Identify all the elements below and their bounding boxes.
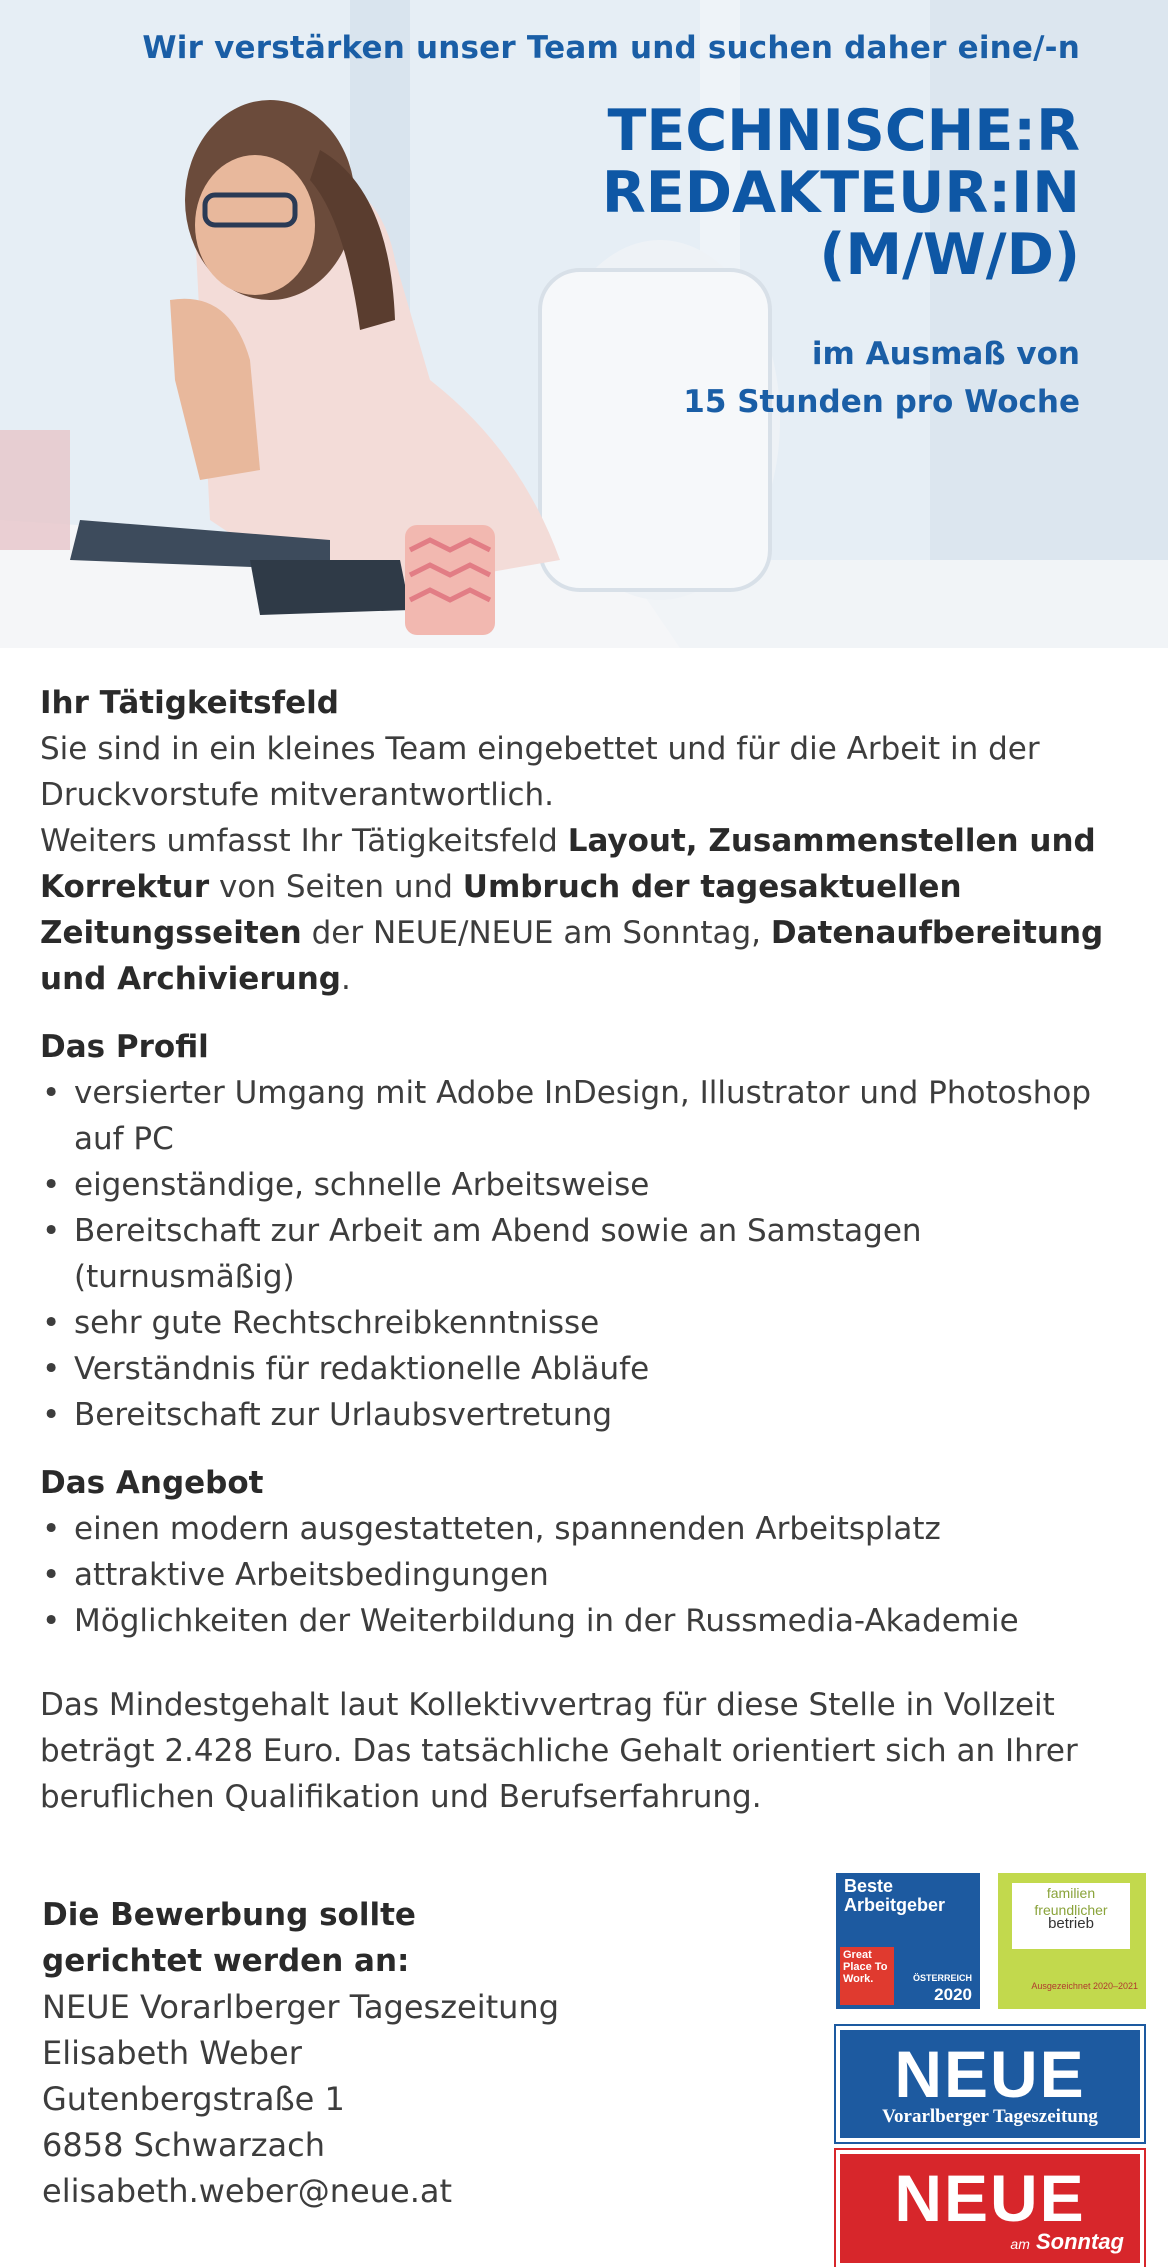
logo-wordmark: NEUE (894, 2037, 1086, 2111)
hours-info (480, 330, 1080, 426)
job-title-line-3: (M/W/D) (819, 222, 1080, 288)
badge-line: betrieb (1048, 1915, 1094, 1932)
great-place-to-work-logo: Great Place To Work. (840, 1947, 894, 2005)
logo-subtitle-main: Sonntag (1036, 2229, 1124, 2254)
text-run: der NEUE/NEUE am Sonntag, (301, 915, 771, 951)
badge-line: freundlicher (1034, 1902, 1108, 1918)
list-item: • Verständnis für redaktionelle Abläufe (40, 1346, 1140, 1392)
contact-email-link[interactable]: elisabeth.weber@neue.at (42, 2172, 453, 2210)
list-item: • einen modern ausgestatteten, spannenden Arbeitsplatz (40, 1506, 1140, 1552)
badge-title-line: Arbeitgeber (844, 1895, 946, 1915)
logo-subtitle: Vorarlberger Tageszeitung (882, 2106, 1098, 2127)
familienfreundlicher-betrieb-badge (998, 1873, 1146, 2009)
angebot-list (40, 1506, 1140, 1644)
text-run: Weiters umfasst Ihr Tätigkeitsfeld (40, 823, 568, 859)
hours-line-1: im Ausmaß von (811, 336, 1080, 372)
application-contact (42, 1892, 762, 2214)
badge-country: ÖSTERREICH (912, 1973, 972, 1983)
text-run: . (340, 961, 351, 997)
contact-person: Elisabeth Weber (42, 2034, 302, 2072)
job-title-line-1: TECHNISCHE:R (607, 98, 1080, 164)
beste-arbeitgeber-badge (836, 1873, 980, 2009)
badge-logo (1012, 1883, 1130, 1949)
neue-am-sonntag-logo (836, 2150, 1144, 2267)
list-item: • sehr gute Rechtschreibkenntnisse (40, 1300, 1140, 1346)
taetigkeitsfeld-intro: Sie sind in ein kleines Team eingebettet und für die Arbeit in der Druckvorstufe mitverantwortlich. (40, 731, 1040, 813)
list-item: • Bereitschaft zur Arbeit am Abend sowie an Samstagen (turnusmäßig) (40, 1208, 1140, 1300)
section-angebot (40, 1460, 1140, 1644)
neue-logo (836, 2026, 1144, 2142)
hours-line-2: 15 Stunden pro Woche (683, 384, 1080, 420)
contact-street: Gutenbergstraße 1 (42, 2080, 345, 2118)
contact-city: 6858 Schwarzach (42, 2126, 326, 2164)
list-item: • versierter Umgang mit Adobe InDesign, Illustrator und Photoshop auf PC (40, 1070, 1140, 1162)
taetigkeitsfeld-details (40, 818, 1140, 1002)
profil-list (40, 1070, 1140, 1438)
section-profil (40, 1024, 1140, 1438)
section-heading: Das Profil (40, 1029, 209, 1065)
job-title-line-2: REDAKTEUR:IN (601, 160, 1080, 226)
job-description (40, 680, 1140, 1851)
salary-note: Das Mindestgehalt laut Kollektivvertrag für diese Stelle in Vollzeit beträgt 2.428 Euro. Das tatsächliche Gehalt orientiert sich an Ihrer beruflichen Qualifikation und Berufserfahrung. (40, 1687, 1078, 1815)
badge-line: familien (1046, 1885, 1096, 1901)
list-item: • attraktive Arbeitsbedingungen (40, 1552, 1140, 1598)
badge-year: 2020 (934, 1985, 972, 2004)
hero-banner (0, 0, 1168, 648)
list-item: • Möglichkeiten der Weiterbildung in der Russmedia-Akademie (40, 1598, 1140, 1644)
emphasis-run: Layout, Zusammenstellen und Korrektur (40, 823, 1096, 905)
section-taetigkeitsfeld (40, 680, 1140, 1002)
badge-award: Ausgezeichnet 2020–2021 (1031, 1981, 1138, 1991)
section-heading: Ihr Tätigkeitsfeld (40, 685, 339, 721)
section-heading: Das Angebot (40, 1465, 264, 1501)
job-title (380, 100, 1080, 286)
logo-subtitle-small: am (1010, 2236, 1030, 2252)
badge-title (844, 1877, 945, 1915)
badge-title-line: Beste (844, 1876, 894, 1896)
contact-company: NEUE Vorarlberger Tageszeitung (42, 1988, 560, 2026)
logo-subtitle (1010, 2229, 1124, 2255)
emphasis-run: Umbruch der tagesaktuellen Zeitungsseiten (40, 869, 962, 951)
list-item: • Bereitschaft zur Urlaubsvertretung (40, 1392, 1140, 1438)
list-item: • eigenständige, schnelle Arbeitsweise (40, 1162, 1140, 1208)
emphasis-run: Datenaufbereitung und Archivierung (40, 915, 1104, 997)
hero-intro: Wir verstärken unser Team und suchen daher eine/-n (142, 30, 1080, 66)
contact-heading-line-2: gerichtet werden an: (42, 1943, 410, 1979)
contact-heading-line-1: Die Bewerbung sollte (42, 1897, 416, 1933)
logo-wordmark: NEUE (894, 2161, 1086, 2235)
text-run: von Seiten und (209, 869, 463, 905)
